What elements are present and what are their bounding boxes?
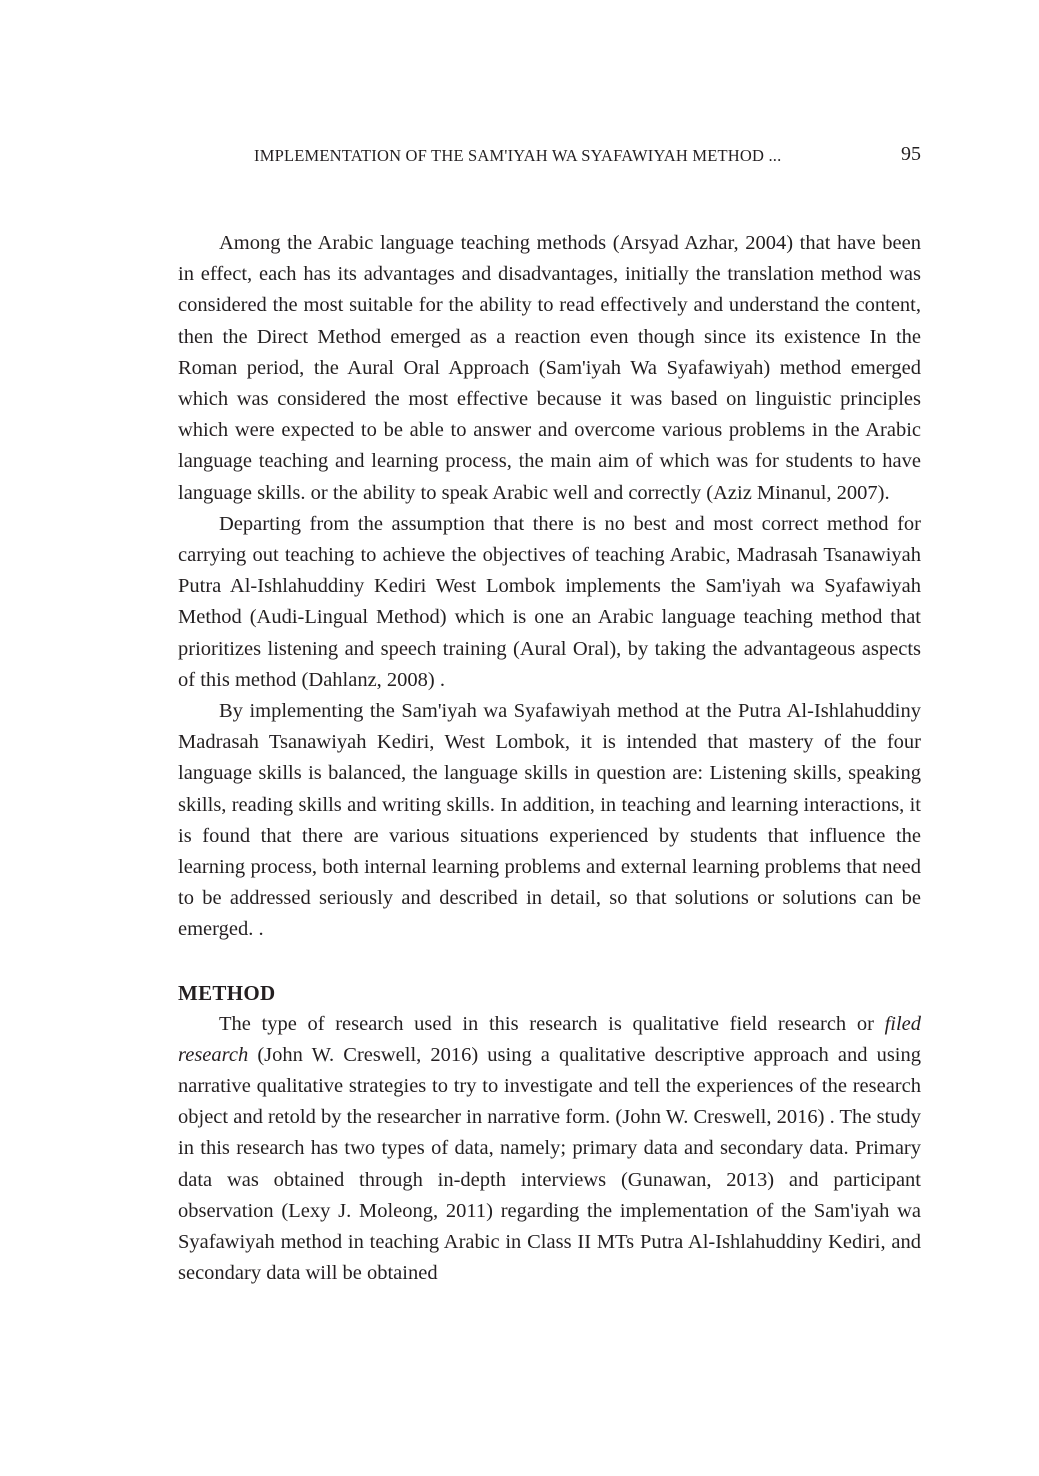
paragraph-assumption: Departing from the assumption that there is no best and most correct method for carrying out teaching to achieve the objectives of teaching Arabic, Madrasah Tsanawiyah Putra Al-Ishlahuddiny Kediri West Lombok implements the Sam'iyah wa Syafawiyah Method (Audi-Lingual Method) which is one an Arabic language teaching method that prioritizes listening and speech training (Aural Oral), by taking the advantageous aspects of this method (Dahlanz, 2008) . [178, 512, 921, 691]
page-number: 95 [901, 143, 921, 165]
section-heading-method: METHOD [178, 980, 276, 1005]
running-header-title: IMPLEMENTATION OF THE SAM'IYAH WA SYAFAWIYAH METHOD ... [254, 146, 782, 165]
paragraph-method [178, 1009, 921, 1290]
body-text [178, 228, 921, 1290]
method-text-rest: (John W. Creswell, 2016) using a qualitative descriptive approach and using narrative qualitative strategies to try to investigate and tell the experiences of the research object and retold by the researcher in narrative form. (John W. Creswell, 2016) . The study in this research has two types of data, namely; primary data and secondary data. Primary data was obtained through in-depth interviews (Gunawan, 2013) and participant observation (Lexy J. Moleong, 2011) regarding the implementation of the Sam'iyah wa Syafawiyah method in teaching Arabic in Class II MTs Putra Al-Ishlahuddiny Kediri, and secondary data will be obtained [178, 1043, 921, 1285]
paragraph-intro-methods: Among the Arabic language teaching methods (Arsyad Azhar, 2004) that have been in effect, each has its advantages and disadvantages, initially the translation method was considered the most suitable for the ability to read effectively and understand the content, then the Direct Method emerged as a reaction even though since its existence In the Roman period, the Aural Oral Approach (Sam'iyah Wa Syafawiyah) method emerged which was considered the most effective because it was based on linguistic principles which were expected to be able to answer and overcome various problems in the Arabic language teaching and learning process, the main aim of which was for students to have language skills. or the ability to speak Arabic well and correctly (Aziz Minanul, 2007). [178, 232, 921, 504]
method-text-italic: filed research [178, 1012, 921, 1066]
method-text-start: The type of research used in this research is qualitative field research or [219, 1012, 885, 1035]
paragraph-implementation: By implementing the Sam'iyah wa Syafawiyah method at the Putra Al-Ishlahuddiny Madrasah Tsanawiyah Kediri, West Lombok, it is intended that mastery of the four language skills is balanced, the language skills in question are: Listening skills, speaking skills, reading skills and writing skills. In addition, in teaching and learning interactions, it is found that there are various situations experienced by students that influence the learning process, both internal learning problems and external learning problems that need to be addressed seriously and described in detail, so that solutions or solutions can be emerged. . [178, 700, 921, 941]
